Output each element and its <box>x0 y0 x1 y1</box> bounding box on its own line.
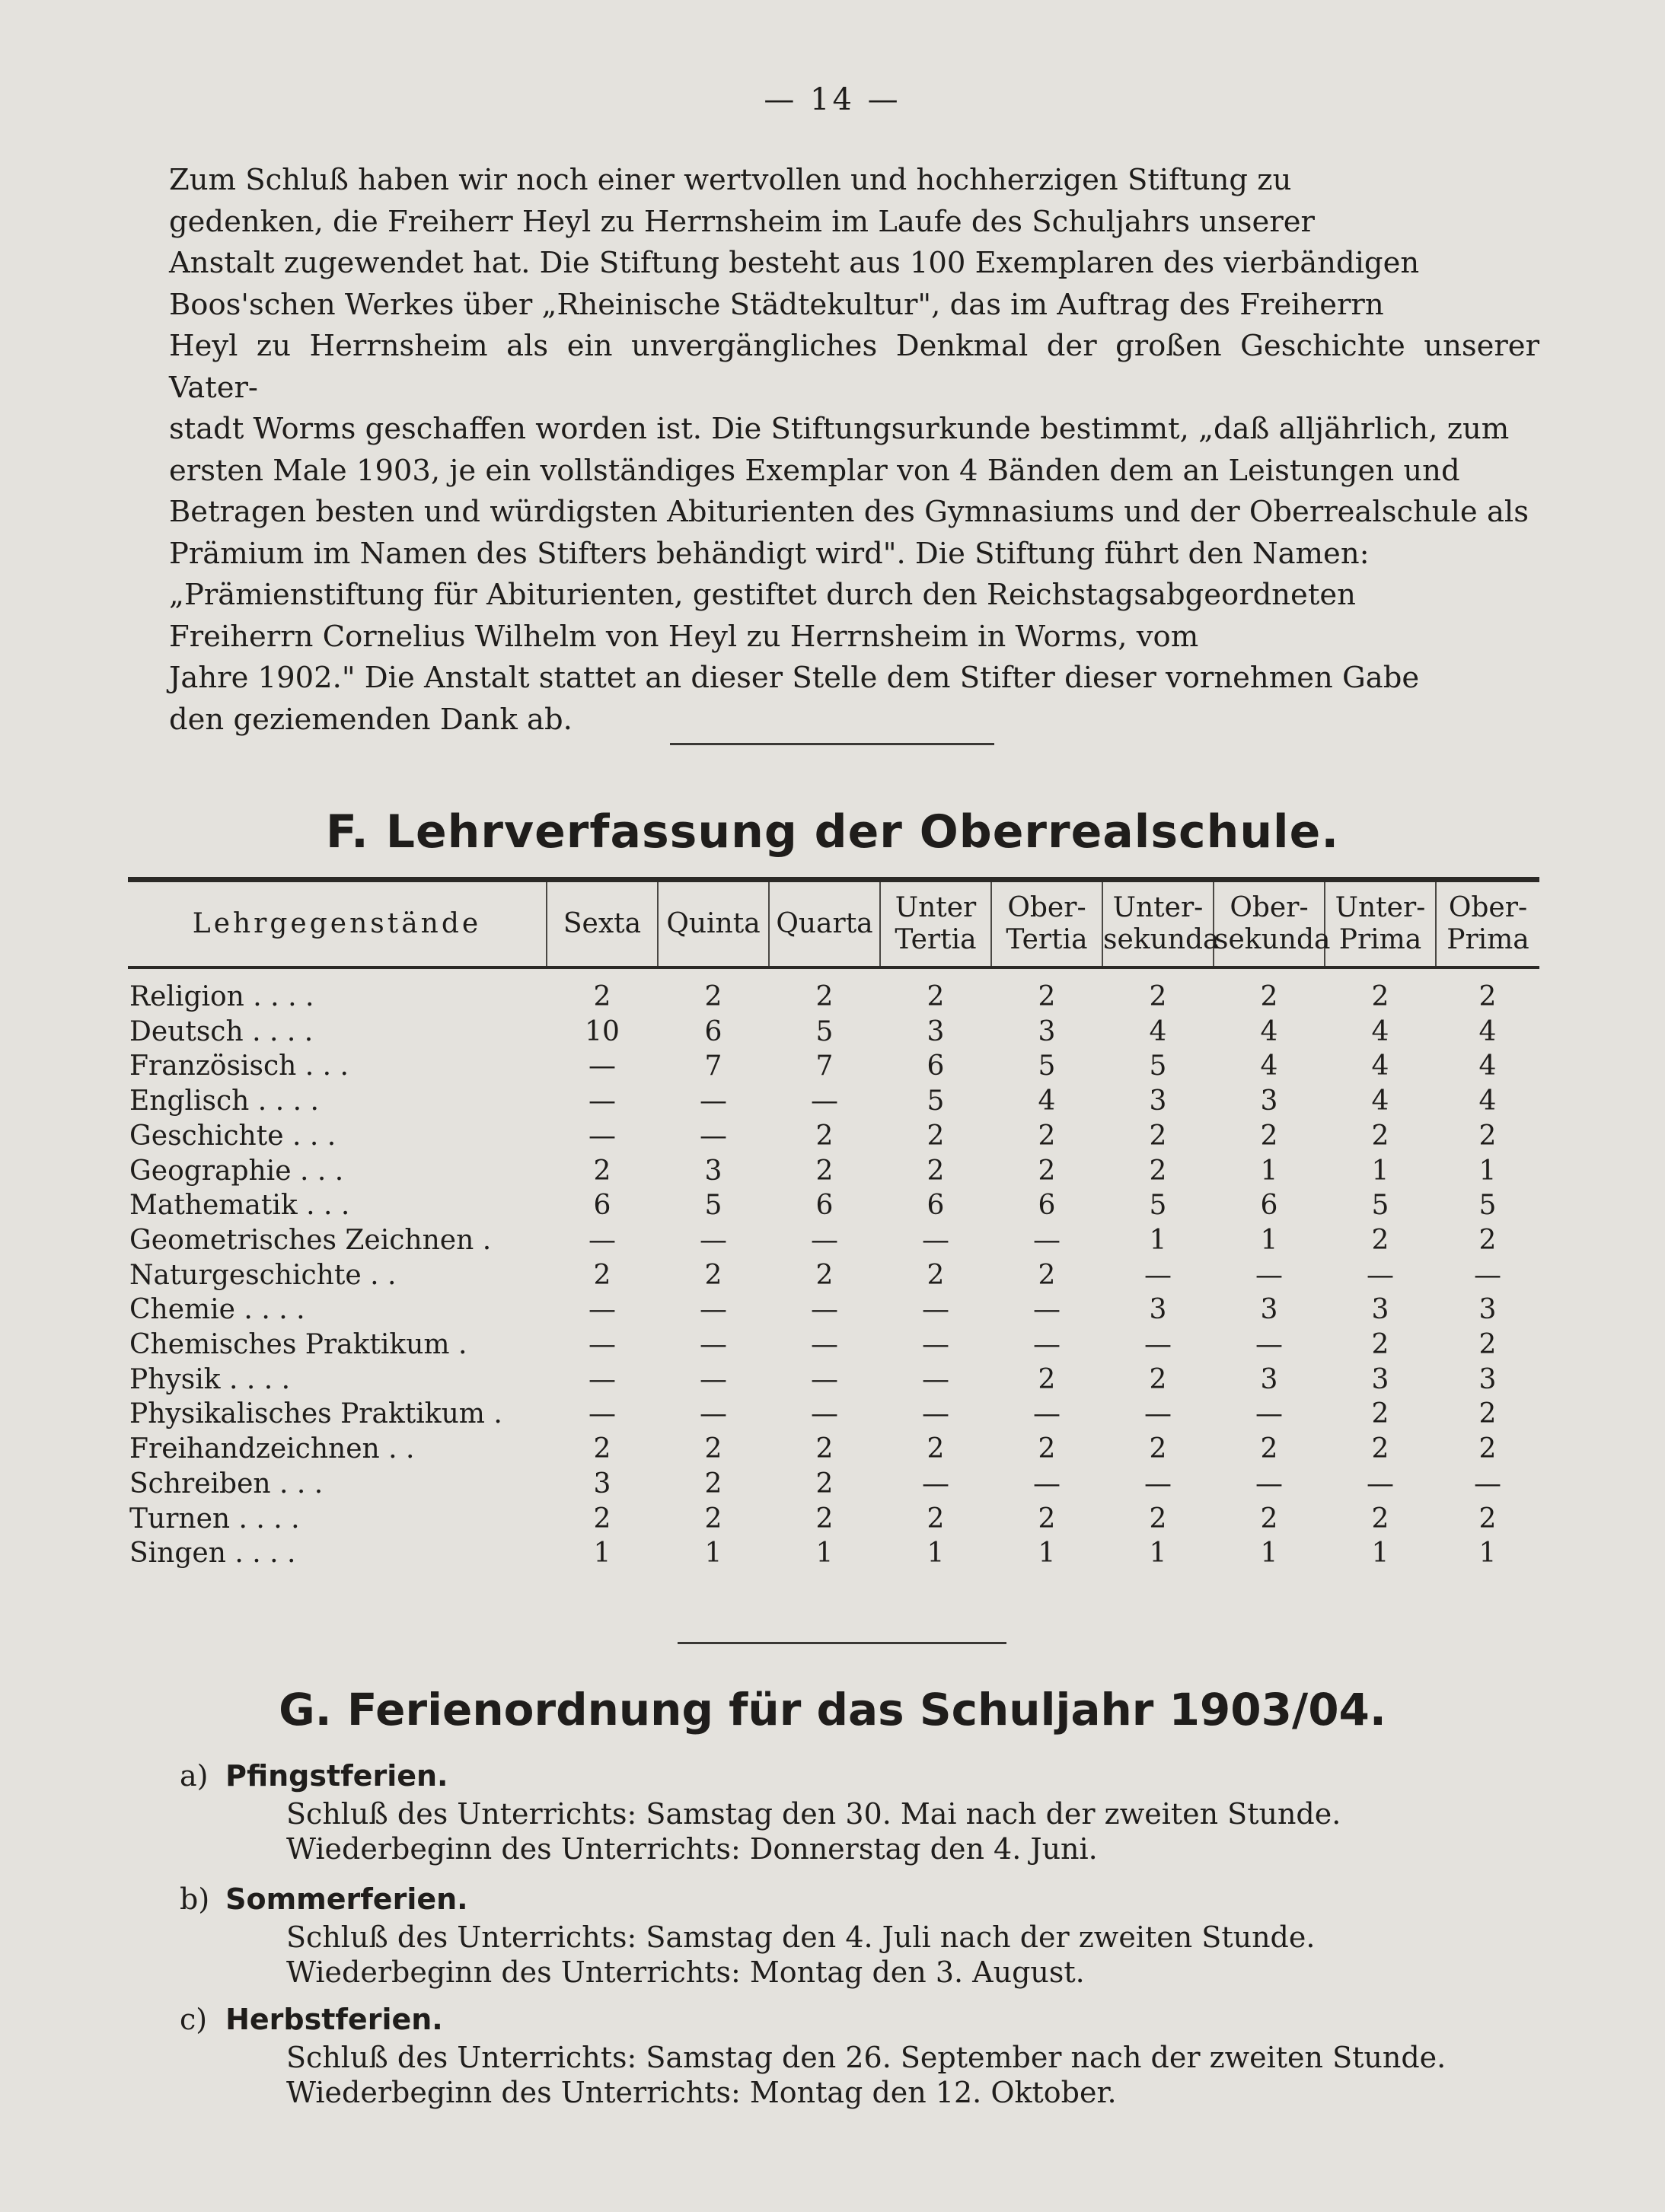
hours-cell: 2 <box>815 1259 834 1291</box>
hours-cell: — <box>700 1224 727 1256</box>
hours-cell: 3 <box>1478 1294 1497 1326</box>
hours-cell: 5 <box>1149 1190 1167 1222</box>
vacation-label: a) <box>180 1759 209 1793</box>
hours-cell: 2 <box>1478 1398 1497 1430</box>
hours-cell: — <box>588 1224 616 1256</box>
table-row <box>128 1188 1539 1223</box>
hours-cell: 7 <box>704 1050 722 1082</box>
subject-cell: Singen . . . . <box>129 1538 296 1570</box>
hours-cell: — <box>1144 1329 1172 1361</box>
hours-cell: 1 <box>593 1538 611 1570</box>
subject-cell: Physikalisches Praktikum . <box>129 1398 502 1430</box>
hours-cell: — <box>811 1224 838 1256</box>
hours-cell: — <box>1474 1468 1501 1500</box>
intro-line: Freiherrn Cornelius Wilhelm von Heyl zu Herrnsheim in Worms, vom <box>169 619 1199 654</box>
hours-cell: 2 <box>704 1468 722 1500</box>
header-class: Quinta <box>658 882 769 967</box>
hours-cell: 3 <box>1260 1085 1278 1117</box>
hours-cell: 2 <box>1038 1363 1056 1395</box>
hours-cell: 1 <box>1371 1155 1389 1187</box>
intro-line: „Prämienstiftung für Abiturienten, gestiftet durch den Reichstagsabgeordneten <box>169 578 1356 612</box>
intro-line: Zum Schluß haben wir noch einer wertvollen und hochherzigen Stiftung zu <box>169 163 1292 197</box>
hours-cell: — <box>588 1120 616 1152</box>
hours-cell: 2 <box>1260 1120 1278 1152</box>
hours-cell: — <box>1255 1468 1283 1500</box>
subject-cell: Turnen . . . . <box>129 1503 300 1535</box>
hours-cell: 4 <box>1371 1050 1389 1082</box>
hours-cell: 2 <box>815 981 834 1012</box>
header-class: Ober- Prima <box>1436 882 1539 967</box>
hours-cell: 2 <box>1260 981 1278 1012</box>
hours-cell: 2 <box>927 1433 945 1465</box>
hours-cell: 2 <box>1478 1503 1497 1535</box>
hours-cell: — <box>1255 1398 1283 1430</box>
hours-cell: 2 <box>704 1259 722 1291</box>
hours-cell: — <box>588 1085 616 1117</box>
hours-cell: 6 <box>593 1190 611 1222</box>
hours-cell: 2 <box>815 1503 834 1535</box>
hours-cell: — <box>1144 1259 1172 1291</box>
hours-cell: 5 <box>1371 1190 1389 1222</box>
hours-cell: 2 <box>1478 981 1497 1012</box>
hours-cell: 3 <box>1149 1294 1167 1326</box>
hours-cell: 1 <box>704 1538 722 1570</box>
hours-cell: 2 <box>815 1468 834 1500</box>
hours-cell: 4 <box>1371 1085 1389 1117</box>
subject-cell: Naturgeschichte . . <box>129 1259 397 1291</box>
intro-line: Boos'schen Werkes über „Rheinische Städtekultur", das im Auftrag des Freiherrn <box>169 287 1384 322</box>
table-row <box>128 1049 1539 1084</box>
table-row <box>128 1502 1539 1537</box>
hours-cell: — <box>922 1468 949 1500</box>
hours-cell: — <box>922 1398 949 1430</box>
hours-cell: 2 <box>1038 1155 1056 1187</box>
curriculum-table <box>128 877 1539 1571</box>
intro-line: Heyl zu Herrnsheim als ein unvergängliches Denkmal der großen Geschichte unserer Vater- <box>169 329 1539 405</box>
hours-cell: 2 <box>1371 1398 1389 1430</box>
hours-cell: 1 <box>1478 1155 1497 1187</box>
hours-cell: 2 <box>593 1155 611 1187</box>
hours-cell: 4 <box>1038 1085 1056 1117</box>
hours-cell: 2 <box>1478 1433 1497 1465</box>
hours-cell: 6 <box>704 1015 722 1047</box>
hours-cell: 2 <box>1038 1259 1056 1291</box>
hours-cell: 2 <box>704 1503 722 1535</box>
vacation-title: Pfingstferien. <box>225 1759 448 1793</box>
hours-cell: — <box>811 1398 838 1430</box>
hours-cell: 5 <box>815 1015 834 1047</box>
intro-paragraph <box>169 160 1539 741</box>
hours-cell: — <box>700 1398 727 1430</box>
hours-cell: — <box>588 1294 616 1326</box>
table-row <box>128 1015 1539 1050</box>
vacation-end: Schluß des Unterrichts: Samstag den 30. Mai nach der zweiten Stunde. <box>286 1797 1341 1831</box>
hours-cell: — <box>1033 1329 1061 1361</box>
subject-cell: Physik . . . . <box>129 1363 291 1395</box>
section-g-title: G. Ferienordnung für das Schuljahr 1903/04. <box>279 1684 1386 1735</box>
hours-cell: — <box>1367 1468 1394 1500</box>
hours-cell: 4 <box>1478 1085 1497 1117</box>
hours-cell: — <box>811 1294 838 1326</box>
hours-cell: 2 <box>1478 1329 1497 1361</box>
subject-cell: Chemie . . . . <box>129 1294 305 1326</box>
hours-cell: — <box>1033 1224 1061 1256</box>
hours-cell: 5 <box>927 1085 945 1117</box>
hours-cell: 2 <box>1149 1433 1167 1465</box>
hours-cell: — <box>811 1363 838 1395</box>
vacation-block <box>180 1755 1565 1866</box>
hours-cell: 1 <box>1260 1224 1278 1256</box>
hours-cell: 10 <box>585 1015 620 1047</box>
hours-cell: 2 <box>593 1259 611 1291</box>
hours-cell: — <box>1144 1398 1172 1430</box>
hours-cell: 2 <box>815 1120 834 1152</box>
header-class: Sexta <box>547 882 658 967</box>
hours-cell: 3 <box>1371 1294 1389 1326</box>
hours-cell: 2 <box>1371 1503 1389 1535</box>
table-row <box>128 1363 1539 1398</box>
hours-cell: 2 <box>1371 1329 1389 1361</box>
hours-cell: 2 <box>927 981 945 1012</box>
table-row <box>128 1084 1539 1119</box>
hours-cell: 5 <box>1478 1190 1497 1222</box>
vacation-title: Sommerferien. <box>225 1882 468 1916</box>
hours-cell: 7 <box>815 1050 834 1082</box>
hours-cell: — <box>588 1398 616 1430</box>
vacation-label: c) <box>180 2003 208 2036</box>
hours-cell: 6 <box>1038 1190 1056 1222</box>
hours-cell: 3 <box>593 1468 611 1500</box>
subject-cell: Französisch . . . <box>129 1050 349 1082</box>
hours-cell: 2 <box>927 1155 945 1187</box>
subject-cell: Mathematik . . . <box>129 1190 350 1222</box>
hours-cell: 1 <box>1038 1538 1056 1570</box>
table-row <box>128 967 1539 1015</box>
hours-cell: — <box>811 1329 838 1361</box>
hours-cell: — <box>922 1363 949 1395</box>
hours-cell: 6 <box>927 1050 945 1082</box>
hours-cell: 2 <box>704 981 722 1012</box>
hours-cell: 2 <box>1149 1120 1167 1152</box>
subject-cell: Freihandzeichnen . . <box>129 1433 415 1465</box>
vacation-block <box>180 1999 1565 2110</box>
subject-cell: Englisch . . . . <box>129 1085 319 1117</box>
hours-cell: — <box>1255 1329 1283 1361</box>
hours-cell: 2 <box>815 1155 834 1187</box>
intro-line: Prämium im Namen des Stifters behändigt wird". Die Stiftung führt den Namen: <box>169 536 1370 571</box>
subject-cell: Deutsch . . . . <box>129 1015 314 1047</box>
hours-cell: — <box>1033 1398 1061 1430</box>
vacation-restart: Wiederbeginn des Unterrichts: Montag den 3. August. <box>286 1955 1085 1989</box>
hours-cell: 1 <box>1149 1538 1167 1570</box>
subject-cell: Geometrisches Zeichnen . <box>129 1224 492 1256</box>
hours-cell: 1 <box>1260 1155 1278 1187</box>
header-class: Unter- Prima <box>1325 882 1436 967</box>
table-header-row <box>128 882 1539 967</box>
hours-cell: 2 <box>815 1433 834 1465</box>
hours-cell: — <box>1474 1259 1501 1291</box>
hours-cell: 4 <box>1260 1015 1278 1047</box>
hours-cell: 2 <box>593 981 611 1012</box>
hours-cell: — <box>588 1050 616 1082</box>
header-class: Ober- Tertia <box>991 882 1102 967</box>
hours-cell: 6 <box>1260 1190 1278 1222</box>
table-row <box>128 1467 1539 1502</box>
header-subject: Lehrgegenstände <box>128 882 547 967</box>
page-number: — 14 — <box>764 82 901 117</box>
hours-cell: 4 <box>1149 1015 1167 1047</box>
subject-cell: Chemisches Praktikum . <box>129 1329 467 1361</box>
hours-cell: 6 <box>815 1190 834 1222</box>
hours-cell: 3 <box>1149 1085 1167 1117</box>
hours-cell: 5 <box>704 1190 722 1222</box>
header-class: Quarta <box>769 882 880 967</box>
hours-cell: 1 <box>927 1538 945 1570</box>
vacation-end: Schluß des Unterrichts: Samstag den 26. September nach der zweiten Stunde. <box>286 2041 1447 2074</box>
table-row <box>128 1119 1539 1154</box>
hours-cell: 2 <box>593 1503 611 1535</box>
hours-cell: 5 <box>1038 1050 1056 1082</box>
section-f-title: F. Lehrverfassung der Oberrealschule. <box>325 805 1340 859</box>
subject-cell: Religion . . . . <box>129 981 314 1012</box>
hours-cell: — <box>922 1329 949 1361</box>
hours-cell: — <box>700 1120 727 1152</box>
hours-cell: — <box>700 1294 727 1326</box>
hours-cell: — <box>700 1085 727 1117</box>
hours-cell: 4 <box>1371 1015 1389 1047</box>
table-row <box>128 1223 1539 1258</box>
table-row <box>128 1397 1539 1432</box>
table-row <box>128 1432 1539 1467</box>
subject-cell: Geographie . . . <box>129 1155 344 1187</box>
hours-cell: — <box>1144 1468 1172 1500</box>
hours-cell: 2 <box>1371 1433 1389 1465</box>
intro-line: den geziemenden Dank ab. <box>169 702 573 737</box>
hours-cell: 3 <box>1478 1363 1497 1395</box>
vacation-title: Herbstferien. <box>225 2003 443 2036</box>
hours-cell: 2 <box>1371 1120 1389 1152</box>
hours-cell: 1 <box>1478 1538 1497 1570</box>
hours-cell: 3 <box>1371 1363 1389 1395</box>
table-row <box>128 1328 1539 1363</box>
hours-cell: 2 <box>1260 1433 1278 1465</box>
hours-cell: — <box>700 1363 727 1395</box>
intro-line: ersten Male 1903, je ein vollständiges Exemplar von 4 Bänden dem an Leistungen und <box>169 453 1460 488</box>
vacation-block <box>180 1879 1565 1990</box>
hours-cell: 3 <box>1038 1015 1056 1047</box>
hours-cell: — <box>588 1329 616 1361</box>
vacation-label: b) <box>180 1882 210 1916</box>
hours-cell: 2 <box>1478 1120 1497 1152</box>
hours-cell: — <box>588 1363 616 1395</box>
hours-cell: 2 <box>1478 1224 1497 1256</box>
hours-cell: — <box>1367 1259 1394 1291</box>
header-class: Ober- sekunda <box>1214 882 1325 967</box>
table-row <box>128 1154 1539 1189</box>
hours-cell: 2 <box>704 1433 722 1465</box>
hours-cell: — <box>922 1224 949 1256</box>
hours-cell: 2 <box>1038 981 1056 1012</box>
hours-cell: 2 <box>593 1433 611 1465</box>
hours-cell: 4 <box>1478 1050 1497 1082</box>
subject-cell: Schreiben . . . <box>129 1468 324 1500</box>
vacation-restart: Wiederbeginn des Unterrichts: Donnerstag den 4. Juni. <box>286 1832 1098 1866</box>
intro-line: gedenken, die Freiherr Heyl zu Herrnsheim im Laufe des Schuljahrs unserer <box>169 204 1315 239</box>
hours-cell: 3 <box>927 1015 945 1047</box>
hours-cell: 2 <box>927 1120 945 1152</box>
subject-cell: Geschichte . . . <box>129 1120 337 1152</box>
table-row <box>128 1292 1539 1328</box>
hours-cell: — <box>811 1085 838 1117</box>
section-divider <box>670 743 994 745</box>
hours-cell: 6 <box>927 1190 945 1222</box>
table-row <box>128 1258 1539 1293</box>
vacation-end: Schluß des Unterrichts: Samstag den 4. Juli nach der zweiten Stunde. <box>286 1920 1316 1954</box>
hours-cell: — <box>1255 1259 1283 1291</box>
hours-cell: 1 <box>815 1538 834 1570</box>
hours-cell: 5 <box>1149 1050 1167 1082</box>
hours-cell: 2 <box>1149 1363 1167 1395</box>
hours-cell: 2 <box>1149 1155 1167 1187</box>
hours-cell: — <box>922 1294 949 1326</box>
table-row <box>128 1536 1539 1571</box>
hours-cell: 4 <box>1478 1015 1497 1047</box>
hours-cell: 3 <box>1260 1294 1278 1326</box>
hours-cell: 2 <box>1038 1120 1056 1152</box>
hours-cell: 1 <box>1371 1538 1389 1570</box>
hours-cell: — <box>1033 1294 1061 1326</box>
intro-line: Betragen besten und würdigsten Abiturienten des Gymnasiums und der Oberrealschule als <box>169 495 1529 529</box>
hours-cell: 2 <box>927 1503 945 1535</box>
hours-cell: 4 <box>1260 1050 1278 1082</box>
hours-cell: 2 <box>1260 1503 1278 1535</box>
hours-cell: 3 <box>704 1155 722 1187</box>
vacation-restart: Wiederbeginn des Unterrichts: Montag den 12. Oktober. <box>286 2076 1117 2109</box>
hours-cell: — <box>1033 1468 1061 1500</box>
header-class: Unter Tertia <box>880 882 991 967</box>
hours-cell: 1 <box>1149 1224 1167 1256</box>
hours-cell: 2 <box>1371 981 1389 1012</box>
hours-cell: 2 <box>1038 1433 1056 1465</box>
hours-cell: 3 <box>1260 1363 1278 1395</box>
section-divider <box>678 1642 1006 1644</box>
intro-line: stadt Worms geschaffen worden ist. Die Stiftungsurkunde bestimmt, „daß alljährlich, zum <box>169 412 1510 446</box>
hours-cell: 1 <box>1260 1538 1278 1570</box>
hours-cell: — <box>700 1329 727 1361</box>
hours-cell: 2 <box>1149 1503 1167 1535</box>
intro-line: Jahre 1902." Die Anstalt stattet an dieser Stelle dem Stifter dieser vornehmen Gabe <box>169 661 1420 695</box>
hours-cell: 2 <box>1149 981 1167 1012</box>
header-class: Unter- sekunda <box>1102 882 1214 967</box>
hours-cell: 2 <box>1038 1503 1056 1535</box>
hours-cell: 2 <box>1371 1224 1389 1256</box>
hours-cell: 2 <box>927 1259 945 1291</box>
intro-line: Anstalt zugewendet hat. Die Stiftung besteht aus 100 Exemplaren des vierbändigen <box>169 246 1420 280</box>
